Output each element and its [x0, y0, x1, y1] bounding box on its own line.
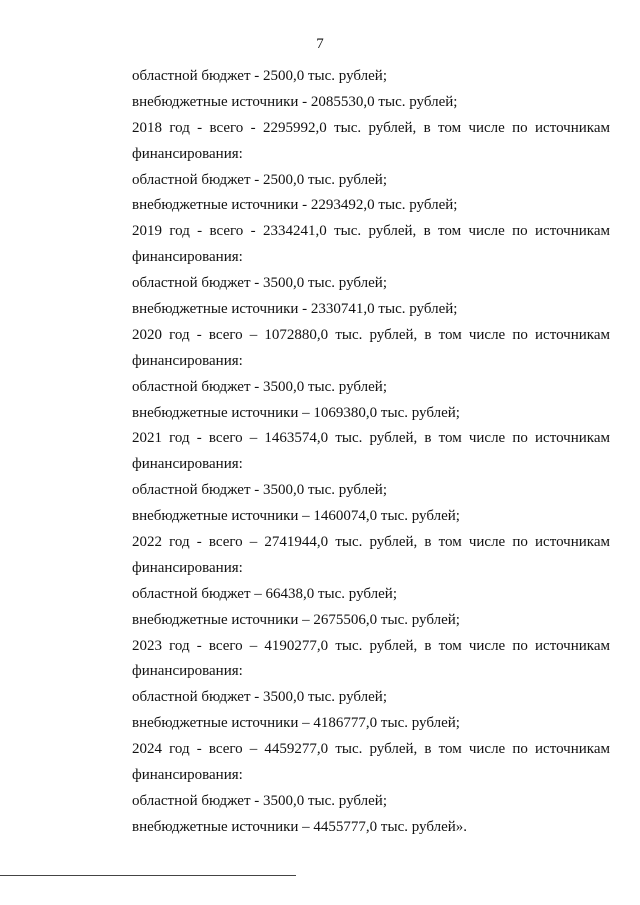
text-line: 2021 год - всего – 1463574,0 тыс. рублей, в том числе по источникам	[132, 430, 610, 447]
text-line: финансирования:	[132, 559, 243, 576]
text-line: областной бюджет - 2500,0 тыс. рублей;	[132, 171, 387, 188]
text-line: 2019 год - всего - 2334241,0 тыс. рублей, в том числе по источникам	[132, 223, 610, 240]
text-line: финансирования:	[132, 145, 243, 162]
text-line: 2024 год - всего – 4459277,0 тыс. рублей, в том числе по источникам	[132, 741, 610, 758]
text-line: внебюджетные источники – 1460074,0 тыс. рублей;	[132, 508, 460, 525]
text-line: областной бюджет - 3500,0 тыс. рублей;	[132, 689, 387, 706]
text-line: внебюджетные источники – 4455777,0 тыс. рублей».	[132, 818, 468, 835]
text-line: финансирования:	[132, 249, 243, 266]
text-line: финансирования:	[132, 352, 243, 369]
text-line: финансирования:	[132, 663, 243, 680]
text-line: внебюджетные источники - 2330741,0 тыс. рублей;	[132, 301, 458, 318]
text-line: областной бюджет - 2500,0 тыс. рублей;	[132, 68, 387, 84]
text-line: внебюджетные источники - 2293492,0 тыс. рублей;	[132, 197, 458, 214]
text-line: областной бюджет - 3500,0 тыс. рублей;	[132, 792, 387, 809]
page-number: 7	[316, 36, 324, 52]
text-line: областной бюджет - 3500,0 тыс. рублей;	[132, 482, 387, 499]
text-line: областной бюджет - 3500,0 тыс. рублей;	[132, 378, 387, 395]
text-line: 2020 год - всего – 1072880,0 тыс. рублей, в том числе по источникам	[132, 326, 610, 343]
text-line: внебюджетные источники – 2675506,0 тыс. рублей;	[132, 611, 460, 628]
text-line: внебюджетные источники - 2085530,0 тыс. рублей;	[132, 93, 458, 110]
text-line: 2018 год - всего - 2295992,0 тыс. рублей, в том числе по источникам	[132, 119, 610, 136]
text-line: финансирования:	[132, 767, 243, 784]
text-line: областной бюджет – 66438,0 тыс. рублей;	[132, 585, 397, 602]
text-line: внебюджетные источники – 1069380,0 тыс. рублей;	[132, 404, 460, 421]
footer-rule	[0, 875, 296, 876]
text-line: внебюджетные источники – 4186777,0 тыс. рублей;	[132, 715, 460, 732]
text-line: финансирования:	[132, 456, 243, 473]
text-line: 2022 год - всего – 2741944,0 тыс. рублей, в том числе по источникам	[132, 534, 610, 551]
text-line: 2023 год - всего – 4190277,0 тыс. рублей, в том числе по источникам	[132, 637, 610, 654]
document-body	[132, 64, 610, 841]
text-line: областной бюджет - 3500,0 тыс. рублей;	[132, 275, 387, 292]
